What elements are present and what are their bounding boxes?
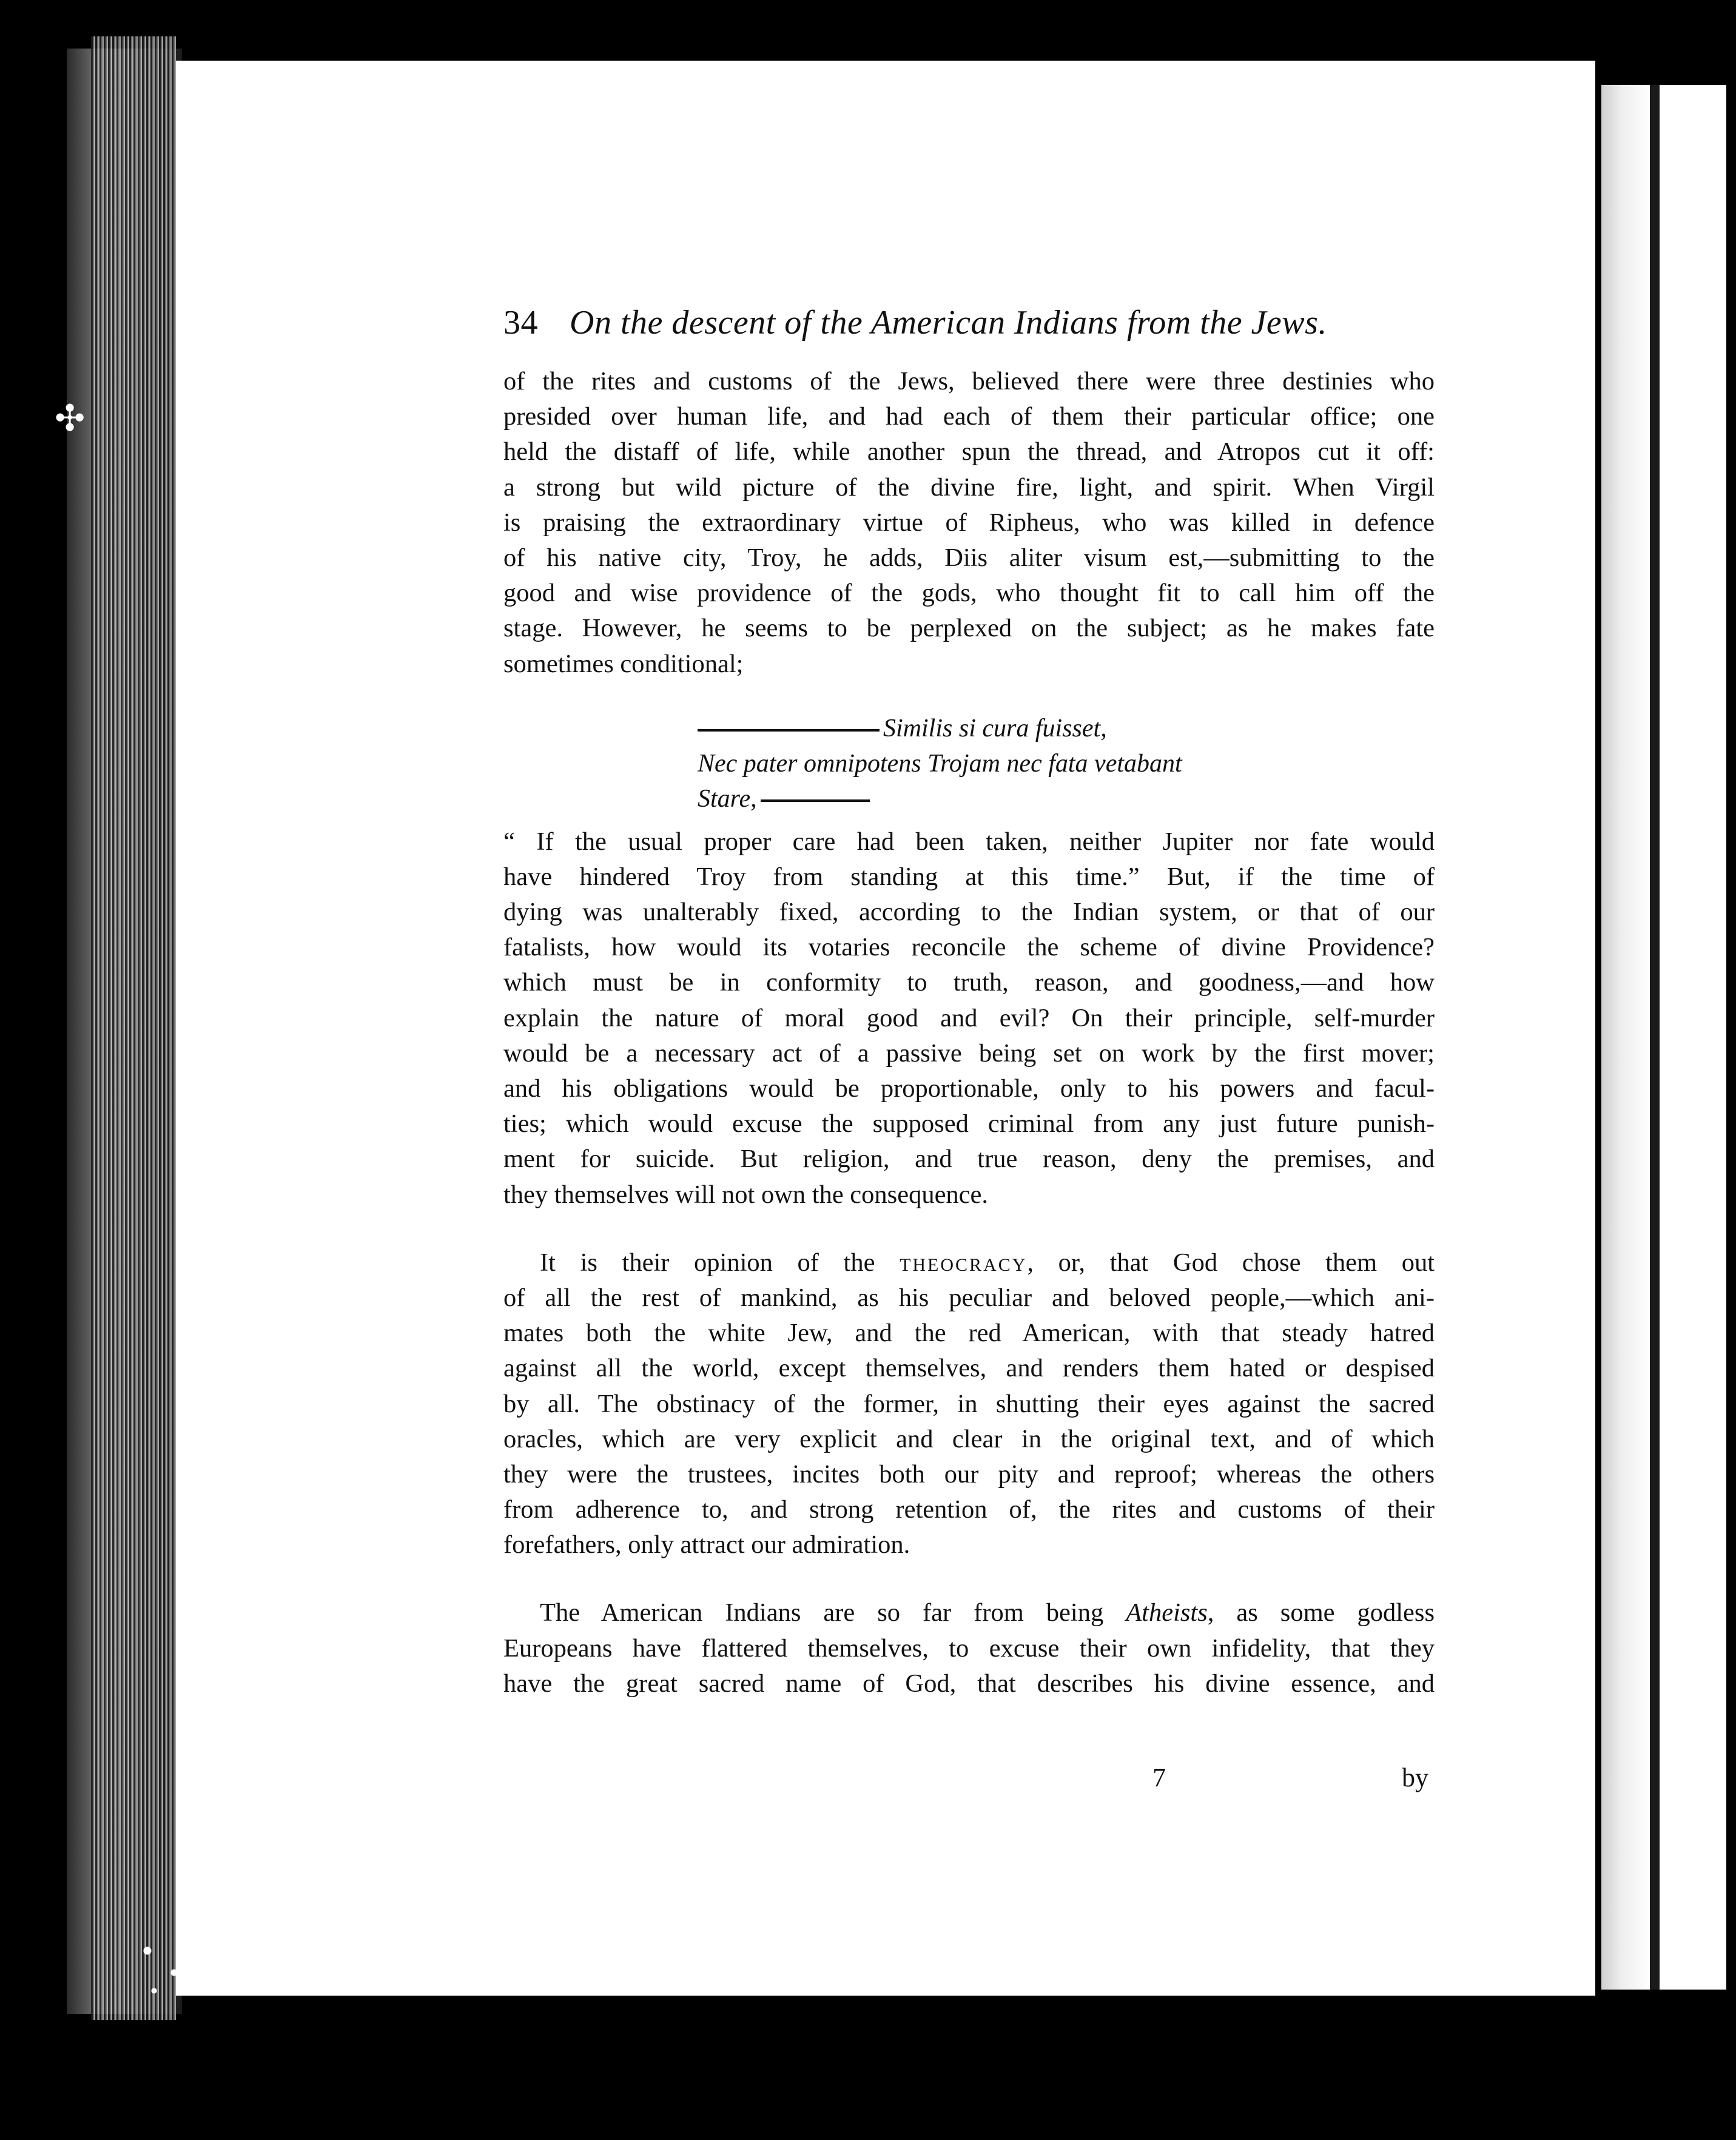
text-line: ties; which would excuse the supposed criminal from any just future punish- — [503, 1109, 1435, 1139]
text-line: which must be in conformity to truth, reason, and goodness,—and how — [503, 968, 1435, 997]
text-line: dying was unalterably fixed, according to the Indian system, or that of our — [503, 898, 1435, 927]
paragraph-gap — [503, 1563, 1435, 1595]
text-line: good and wise providence of the gods, who thought fit to call him off the — [503, 579, 1435, 608]
quote-text: Stare, — [698, 785, 757, 813]
text-line: would be a necessary act of a passive being set on work by the first mover; — [503, 1038, 1435, 1068]
facing-page-gap — [1650, 85, 1660, 1990]
text-line: “ If the usual proper care had been taken, neither Jupiter nor fate would — [503, 827, 1435, 856]
binding-mark: ✣ — [55, 397, 86, 440]
paragraph-1 — [503, 364, 1435, 682]
quote-line — [698, 781, 1292, 816]
text-line: presided over human life, and had each of them their particular office; one — [503, 402, 1435, 431]
small-caps-term: theocracy — [900, 1248, 1028, 1277]
text-line: ment for suicide. But religion, and true reason, deny the premises, and — [503, 1145, 1435, 1174]
page-footer — [503, 1762, 1435, 1805]
quote-dash — [698, 729, 880, 732]
text-line: and his obligations would be proportionable, only to his powers and facul- — [503, 1074, 1435, 1103]
text-fragment: , or, that God chose them out — [1027, 1248, 1435, 1277]
paragraph-gap — [503, 1213, 1435, 1245]
text-fragment: It is their opinion of the — [540, 1248, 875, 1277]
quote-line — [698, 711, 1292, 746]
text-fragment: , as some godless — [1207, 1598, 1435, 1627]
paragraph-2 — [503, 824, 1435, 1213]
facing-page — [1660, 85, 1726, 1990]
paragraph-4 — [503, 1595, 1435, 1701]
text-line — [503, 1245, 1435, 1280]
text-line: they themselves will not own the consequence. — [503, 1180, 989, 1209]
quote-dash — [761, 799, 870, 802]
text-line: held the distaff of life, while another spun the thread, and Atropos cut it off: — [503, 437, 1435, 466]
paragraph-3 — [503, 1245, 1435, 1563]
facing-page-shadow — [1601, 85, 1650, 1990]
text-line: from adherence to, and strong retention of, the rites and customs of their — [503, 1495, 1435, 1524]
text-fragment: The American Indians are so far from being — [540, 1598, 1126, 1627]
text-line: sometimes conditional; — [503, 649, 744, 678]
latin-quotation — [698, 711, 1292, 816]
body-text — [503, 364, 1435, 1701]
text-line: a strong but wild picture of the divine fire, light, and spirit. When Virgil — [503, 473, 1435, 502]
text-line: forefathers, only attract our admiration. — [503, 1530, 910, 1560]
signature-mark: 7 — [1152, 1763, 1166, 1792]
quote-line: Nec pater omnipotens Trojam nec fata vetabant — [698, 750, 1182, 778]
page-number: 34 — [503, 304, 538, 342]
text-line: mates both the white Jew, and the red American, with that steady hatred — [503, 1319, 1435, 1348]
text-line: is praising the extraordinary virtue of Ripheus, who was killed in defence — [503, 508, 1435, 537]
text-line: fatalists, how would its votaries reconcile the scheme of divine Providence? — [503, 933, 1435, 962]
text-line: of the rites and customs of the Jews, believed there were three destinies who — [503, 367, 1435, 395]
text-line: Europeans have flattered themselves, to excuse their own infidelity, that they — [503, 1634, 1435, 1663]
text-line: of his native city, Troy, he adds, Diis aliter visum est,—submitting to the — [503, 543, 1435, 572]
page-edges — [91, 36, 176, 2020]
italic-term: Atheists — [1126, 1598, 1208, 1627]
quote-text: Similis si cura fuisset, — [883, 715, 1107, 742]
running-head-title: On the descent of the American Indians from the Jews. — [570, 304, 1327, 342]
catchword: by — [1402, 1763, 1428, 1792]
text-line — [503, 1595, 1435, 1630]
text-line: explain the nature of moral good and evil? On their principle, self-murder — [503, 1003, 1435, 1032]
text-line: have hindered Troy from standing at this time.” But, if the time of — [503, 862, 1435, 891]
text-line: by all. The obstinacy of the former, in shutting their eyes against the sacred — [503, 1389, 1435, 1418]
text-line: against all the world, except themselves, and renders them hated or despised — [503, 1354, 1435, 1383]
text-line: stage. However, he seems to be perplexed on the subject; as he makes fate — [503, 614, 1435, 643]
text-line: of all the rest of mankind, as his peculiar and beloved people,—which ani- — [503, 1283, 1435, 1312]
text-line: they were the trustees, incites both our pity and reproof; whereas the others — [503, 1459, 1435, 1489]
text-line: have the great sacred name of God, that describes his divine essence, and — [503, 1669, 1435, 1698]
running-head — [503, 303, 1341, 352]
text-line: oracles, which are very explicit and clear in the original text, and of which — [503, 1424, 1435, 1453]
